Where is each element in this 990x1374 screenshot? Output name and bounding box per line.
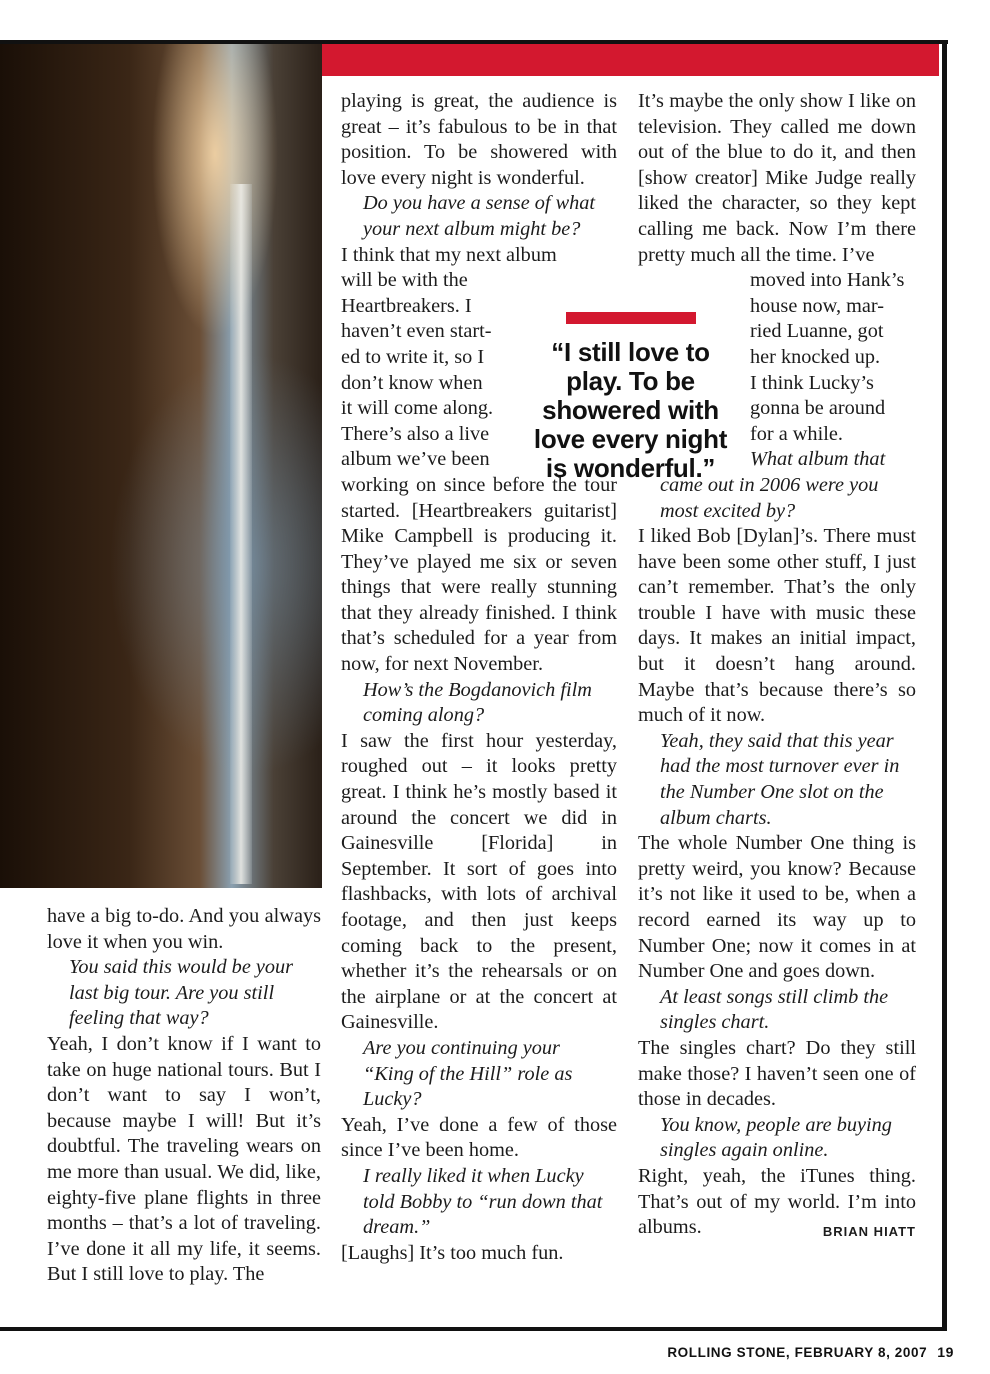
page-number: 19: [937, 1344, 954, 1360]
paragraph-text: [Laughs] It’s too much fun.: [341, 1241, 564, 1264]
answer-paragraph: [341, 1241, 617, 1267]
paragraph-text: came out in 2006 were you most excited by?: [660, 473, 879, 522]
wrapped-line: gonna be around: [750, 397, 886, 420]
text-column-3: [638, 89, 916, 1245]
paragraph-text: have a big to-do. And you always love it when you win.: [47, 905, 321, 953]
pull-quote: [528, 312, 733, 483]
paragraph-text: Yeah, I don’t know if I want to take on huge national tours. But I don’t want to say I won’t, because maybe I will! But it’s doubtful. The traveling wears on me more than usual. We did, like, eighty-five plane flights in three months – that’s a lot of traveling. I’ve done it all my life, it seems. But I still love to play. The: [47, 1032, 321, 1286]
paragraph-text: I really liked it when Lucky told Bobby to “run down that dream.”: [363, 1164, 603, 1239]
wrapped-line: haven’t even start-: [341, 320, 492, 343]
answer-paragraph: [341, 1113, 617, 1164]
interview-question: [638, 985, 916, 1036]
paragraph-text: I liked Bob [Dylan]’s. There must have been some other stuff, I just can’t remember. That’s the only trouble I have with music these days. It makes an initial impact, but it doesn’t hang around. Maybe that’s because there’s so much of it now.: [638, 525, 916, 727]
wrapped-line: don’t know when: [341, 371, 483, 394]
pull-quote-text: “I still love to play. To be showered with love every night is wonderful.”: [533, 337, 728, 483]
answer-paragraph: [638, 524, 916, 729]
pull-quote-bar: [566, 312, 696, 324]
paragraph-text: Do you have a sense of what your next album might be?: [363, 192, 596, 240]
interview-question: [47, 955, 321, 1032]
bottom-rule: [0, 1327, 947, 1331]
text-column-1: [47, 904, 321, 1288]
wrapped-line: There’s also a live: [341, 422, 490, 445]
answer-paragraph: [341, 473, 617, 678]
wrapped-line: it will come along.: [341, 397, 494, 420]
answer-paragraph: [47, 1032, 321, 1288]
answer-paragraph: [638, 1164, 916, 1241]
paragraph-text: You know, people are buying singles again online.: [660, 1113, 892, 1162]
paragraph-text: Are you continuing your “King of the Hill” role as Lucky?: [363, 1036, 573, 1111]
paragraph-text: working on since before the tour started. [Heartbreakers guitarist] Mike Campbell is producing it. They’ve played me six or seven things that were really stunning that they already finished. I think that’s scheduled for a year from now, for next November.: [341, 473, 617, 676]
paragraph-text: At least songs still climb the singles chart.: [660, 985, 889, 1034]
answer-paragraph: [47, 904, 321, 955]
answer-paragraph: [638, 89, 916, 268]
page-folio: [667, 1344, 954, 1360]
interview-question: [638, 729, 916, 831]
paragraph-text: Yeah, they said that this year had the most turnover ever in the Number One slot on the album charts.: [660, 729, 900, 829]
interview-question: [341, 191, 617, 242]
wrapped-line: album we’ve been: [341, 448, 490, 471]
wrapped-line: will be with the: [341, 269, 468, 292]
interview-question: [341, 678, 617, 729]
paragraph-text: How’s the Bogdanovich film coming along?: [363, 678, 592, 727]
paragraph-text: Right, yeah, the iTunes thing. That’s out of my world. I’m into albums.: [638, 1164, 916, 1239]
answer-paragraph: [638, 1036, 916, 1113]
wrapped-line: house now, mar-: [750, 294, 885, 317]
wrapped-line: ried Luanne, got: [750, 320, 884, 343]
wrapped-line: Heartbreakers. I: [341, 294, 472, 317]
text-column-2: [341, 89, 617, 1266]
wrapped-line: for a while.: [750, 422, 843, 445]
paragraph-text: The singles chart? Do they still make those? I haven’t seen one of those in decades.: [638, 1036, 916, 1111]
paragraph-text: I saw the first hour yesterday, roughed out – it looks pretty great. I think he’s mostly based it around the concert we did in Gainesville [Florida] in September. It sort of goes into flashbacks, with lots of archival footage, and then just keeps coming back to the present, whether it’s the rehearsals or on the airplane or at the concert at Gainesville.: [341, 729, 617, 1034]
interview-question: [638, 1113, 916, 1164]
answer-paragraph: [341, 243, 617, 269]
paragraph-text: It’s maybe the only show I like on television. They called me down out of the blue to do it, and then [show creator] Mike Judge really liked the character, so they kept calling me back. Now I’m there pretty much all the time. I’ve: [638, 90, 916, 266]
wrapped-line: ed to write it, so I: [341, 345, 485, 368]
wrapped-line: her knocked up.: [750, 345, 881, 368]
folio-text: ROLLING STONE, FEBRUARY 8, 2007: [667, 1345, 928, 1360]
question-line: What album that: [750, 448, 886, 471]
paragraph-text: You said this would be your last big tour. Are you still feeling that way?: [69, 956, 294, 1030]
paragraph-text: Yeah, I’ve done a few of those since I’ve been home.: [341, 1113, 617, 1162]
answer-paragraph: [341, 89, 617, 191]
concert-photo: [0, 44, 322, 888]
paragraph-text: playing is great, the audience is great – it’s fabulous to be in that position. To be showered with love every night is wonderful.: [341, 90, 617, 189]
byline: BRIAN HIATT: [822, 1224, 916, 1240]
answer-paragraph: [341, 729, 617, 1036]
paragraph-text: I think that my next album: [341, 243, 557, 266]
right-rule: [942, 40, 947, 1330]
interview-question: [341, 1036, 617, 1113]
answer-paragraph: [638, 831, 916, 985]
wrapped-line: moved into Hank’s: [750, 269, 905, 292]
wrapped-line: I think Lucky’s: [750, 371, 874, 394]
red-header-band: [322, 44, 939, 76]
paragraph-text: The whole Number One thing is pretty weird, you know? Because it’s not like it used to be, when a record earned its way up to Number One; now it comes in at Number One and goes down.: [638, 832, 916, 983]
interview-question: [341, 1164, 617, 1241]
